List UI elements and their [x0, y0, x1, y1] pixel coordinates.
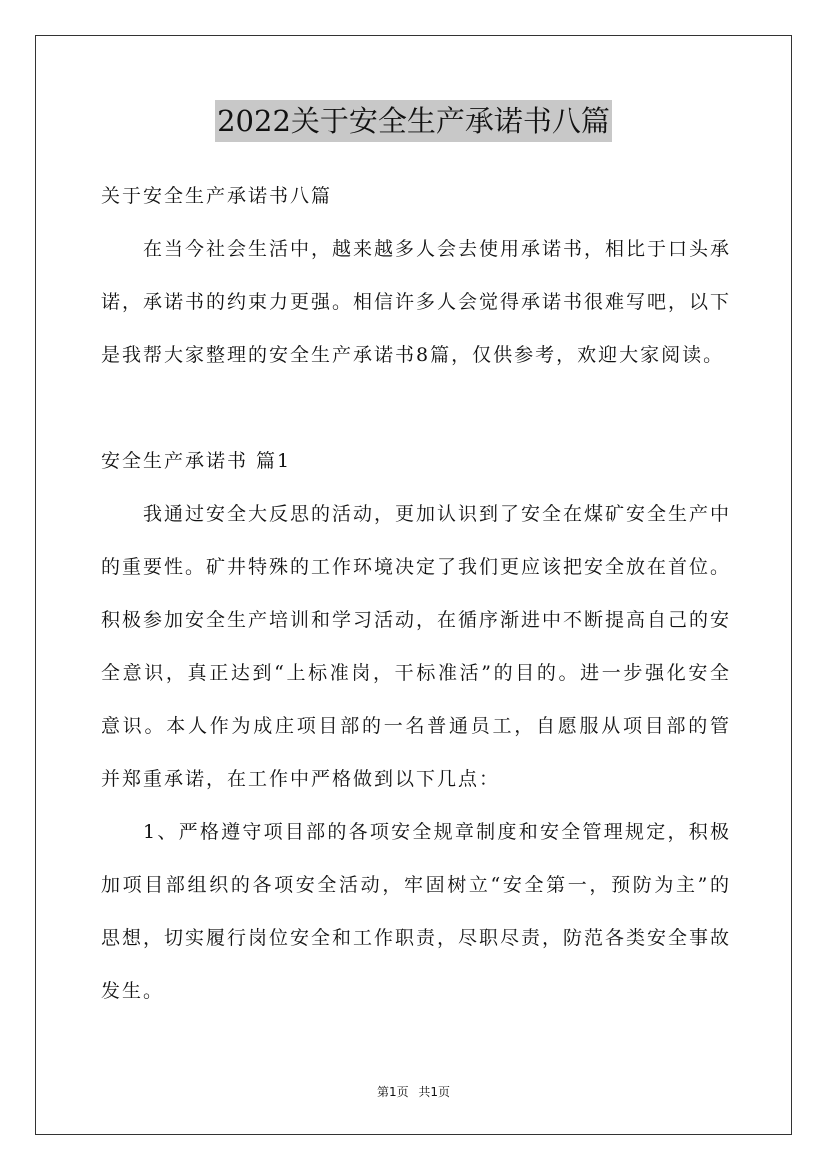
page-number: 第1页: [376, 1085, 409, 1099]
subtitle: 关于安全生产承诺书八篇: [101, 185, 333, 207]
document-title: 2022关于安全生产承诺书八篇: [215, 100, 612, 142]
section-heading: 安全生产承诺书 篇1: [101, 450, 292, 472]
page-footer: [0, 1083, 827, 1100]
intro-line-2: 诺，承诺书的约束力更强。相信许多人会觉得承诺书很难写吧，以下: [101, 291, 731, 313]
page-total: 共1页: [418, 1085, 451, 1099]
para1-line-2: 的重要性。矿井特殊的工作环境决定了我们更应该把安全放在首位。: [101, 556, 731, 578]
document-body: [101, 170, 731, 1018]
para2-line-2: 加项目部组织的各项安全活动，牢固树立“安全第一，预防为主”的: [101, 874, 731, 896]
para2-line-4: 发生。: [101, 980, 165, 1002]
intro-line-3: 是我帮大家整理的安全生产承诺书8篇，仅供参考，欢迎大家阅读。: [101, 344, 725, 366]
para2-line-3: 思想，切实履行岗位安全和工作职责，尽职尽责，防范各类安全事故: [101, 927, 731, 949]
blank-line: [101, 382, 731, 435]
para1-line-1: 我通过安全大反思的活动，更加认识到了安全在煤矿安全生产中: [143, 503, 731, 525]
para2-line-1: 1、严格遵守项目部的各项安全规章制度和安全管理规定，积极: [143, 821, 731, 843]
para1-line-6: 并郑重承诺，在工作中严格做到以下几点：: [101, 768, 501, 790]
para1-line-3: 积极参加安全生产培训和学习活动，在循序渐进中不断提高自己的安: [101, 609, 731, 631]
title-container: [0, 100, 827, 142]
para1-line-4: 全意识，真正达到“上标准岗，干标准活”的目的。进一步强化安全: [101, 662, 731, 684]
para1-line-5: 意识。本人作为成庄项目部的一名普通员工，自愿服从项目部的管: [101, 715, 731, 737]
intro-line-1: 在当今社会生活中，越来越多人会去使用承诺书，相比于口头承: [143, 238, 731, 260]
